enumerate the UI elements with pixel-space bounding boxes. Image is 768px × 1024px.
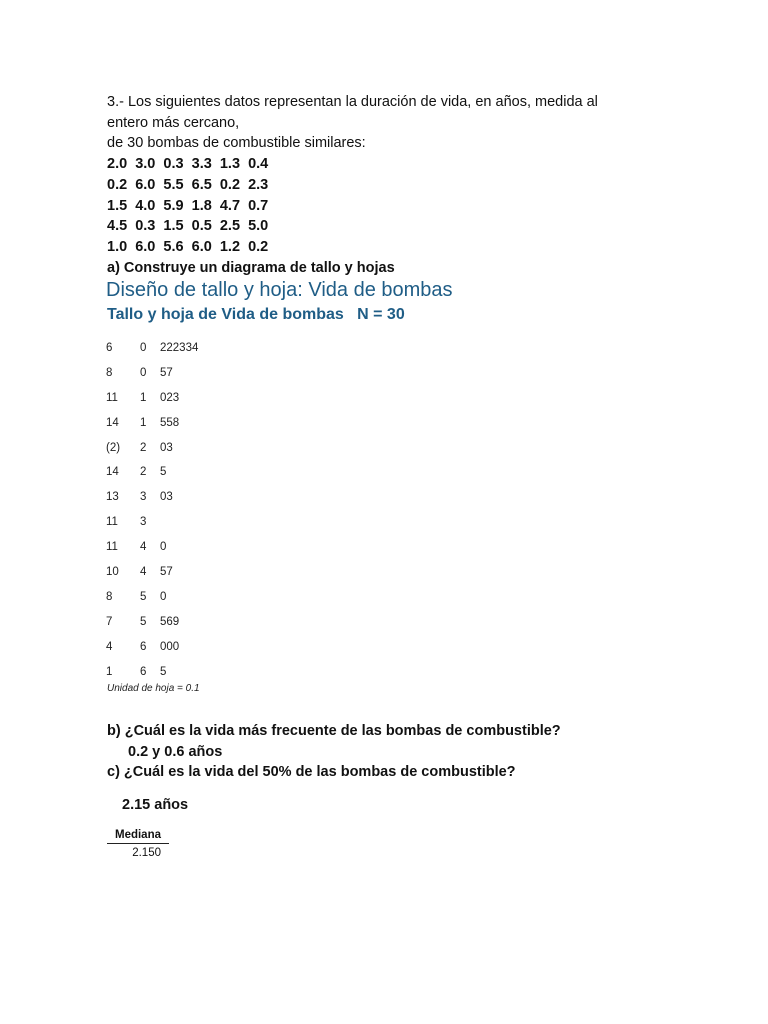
leaves: 222334 <box>160 342 199 354</box>
depth-count: 14 <box>106 416 119 429</box>
depth-count: 14 <box>106 466 119 479</box>
intro-line: 3.- Los siguientes datos representan la duración de vida, en años, medida al <box>107 94 598 110</box>
leaves: 558 <box>160 416 180 429</box>
question-a: a) Construye un diagrama de tallo y hojas <box>107 259 395 276</box>
leaves: 023 <box>160 391 180 404</box>
intro-line: entero más cercano, <box>107 114 240 131</box>
leaves: 569 <box>160 615 180 628</box>
intro-line: de 30 bombas de combustible similares: <box>107 135 366 152</box>
depth-count: 11 <box>106 541 118 554</box>
depth-count: 7 <box>106 615 113 628</box>
stem: 0 <box>140 342 147 354</box>
stem: 5 <box>140 615 147 628</box>
median-value: 2.150 <box>132 847 161 859</box>
depth-count: 6 <box>106 342 113 354</box>
question-c: c) ¿Cuál es la vida del 50% de las bombas de combustible? <box>107 764 516 780</box>
depth-count: 4 <box>106 640 113 653</box>
leaves: 5 <box>160 466 167 479</box>
depth-count: 11 <box>106 516 118 529</box>
depth-count: (2) <box>106 441 121 454</box>
data-row: 1.0 6.0 5.6 6.0 1.2 0.2 <box>107 238 269 255</box>
stem-leaf-title: Diseño de tallo y hoja: Vida de bombas <box>106 279 453 301</box>
leaf-unit-note: Unidad de hoja = 0.1 <box>107 683 200 694</box>
depth-count: 11 <box>106 391 118 404</box>
leaves: 0 <box>160 590 167 603</box>
stem: 3 <box>140 491 147 504</box>
leaves: 03 <box>160 441 173 454</box>
depth-count: 13 <box>106 491 119 504</box>
stem: 3 <box>140 516 147 529</box>
stem: 4 <box>140 566 147 579</box>
data-row: 2.0 3.0 0.3 3.3 1.3 0.4 <box>107 156 269 173</box>
stem: 1 <box>140 391 147 404</box>
depth-count: 8 <box>106 590 113 603</box>
data-row: 4.5 0.3 1.5 0.5 2.5 5.0 <box>107 218 269 235</box>
leaves: 57 <box>160 566 173 579</box>
stem: 0 <box>140 366 147 379</box>
stem: 6 <box>140 665 147 678</box>
data-row: 0.2 6.0 5.5 6.5 0.2 2.3 <box>107 176 269 193</box>
median-table <box>107 829 169 859</box>
problem-statement <box>107 92 667 278</box>
depth-count: 8 <box>106 366 113 379</box>
stem: 2 <box>140 441 147 454</box>
stem: 4 <box>140 541 147 554</box>
stem: 5 <box>140 590 147 603</box>
question-b: b) ¿Cuál es la vida más frecuente de las bombas de combustible? <box>107 723 561 739</box>
depth-count: 1 <box>106 665 113 678</box>
stem: 2 <box>140 466 147 479</box>
leaves: 03 <box>160 491 173 504</box>
stem: 1 <box>140 416 147 429</box>
leaves: 000 <box>160 640 180 653</box>
stem-leaf-subtitle: Tallo y hoja de Vida de bombas N = 30 <box>107 306 405 323</box>
leaves: 0 <box>160 541 167 554</box>
data-row: 1.5 4.0 5.9 1.8 4.7 0.7 <box>107 197 269 214</box>
leaves: 5 <box>160 665 167 678</box>
leaves: 57 <box>160 366 173 379</box>
median-header: Mediana <box>107 829 169 844</box>
stem: 6 <box>140 640 147 653</box>
answer-b: 0.2 y 0.6 años <box>128 744 223 760</box>
depth-count: 10 <box>106 566 119 579</box>
answer-c: 2.15 años <box>122 797 189 813</box>
